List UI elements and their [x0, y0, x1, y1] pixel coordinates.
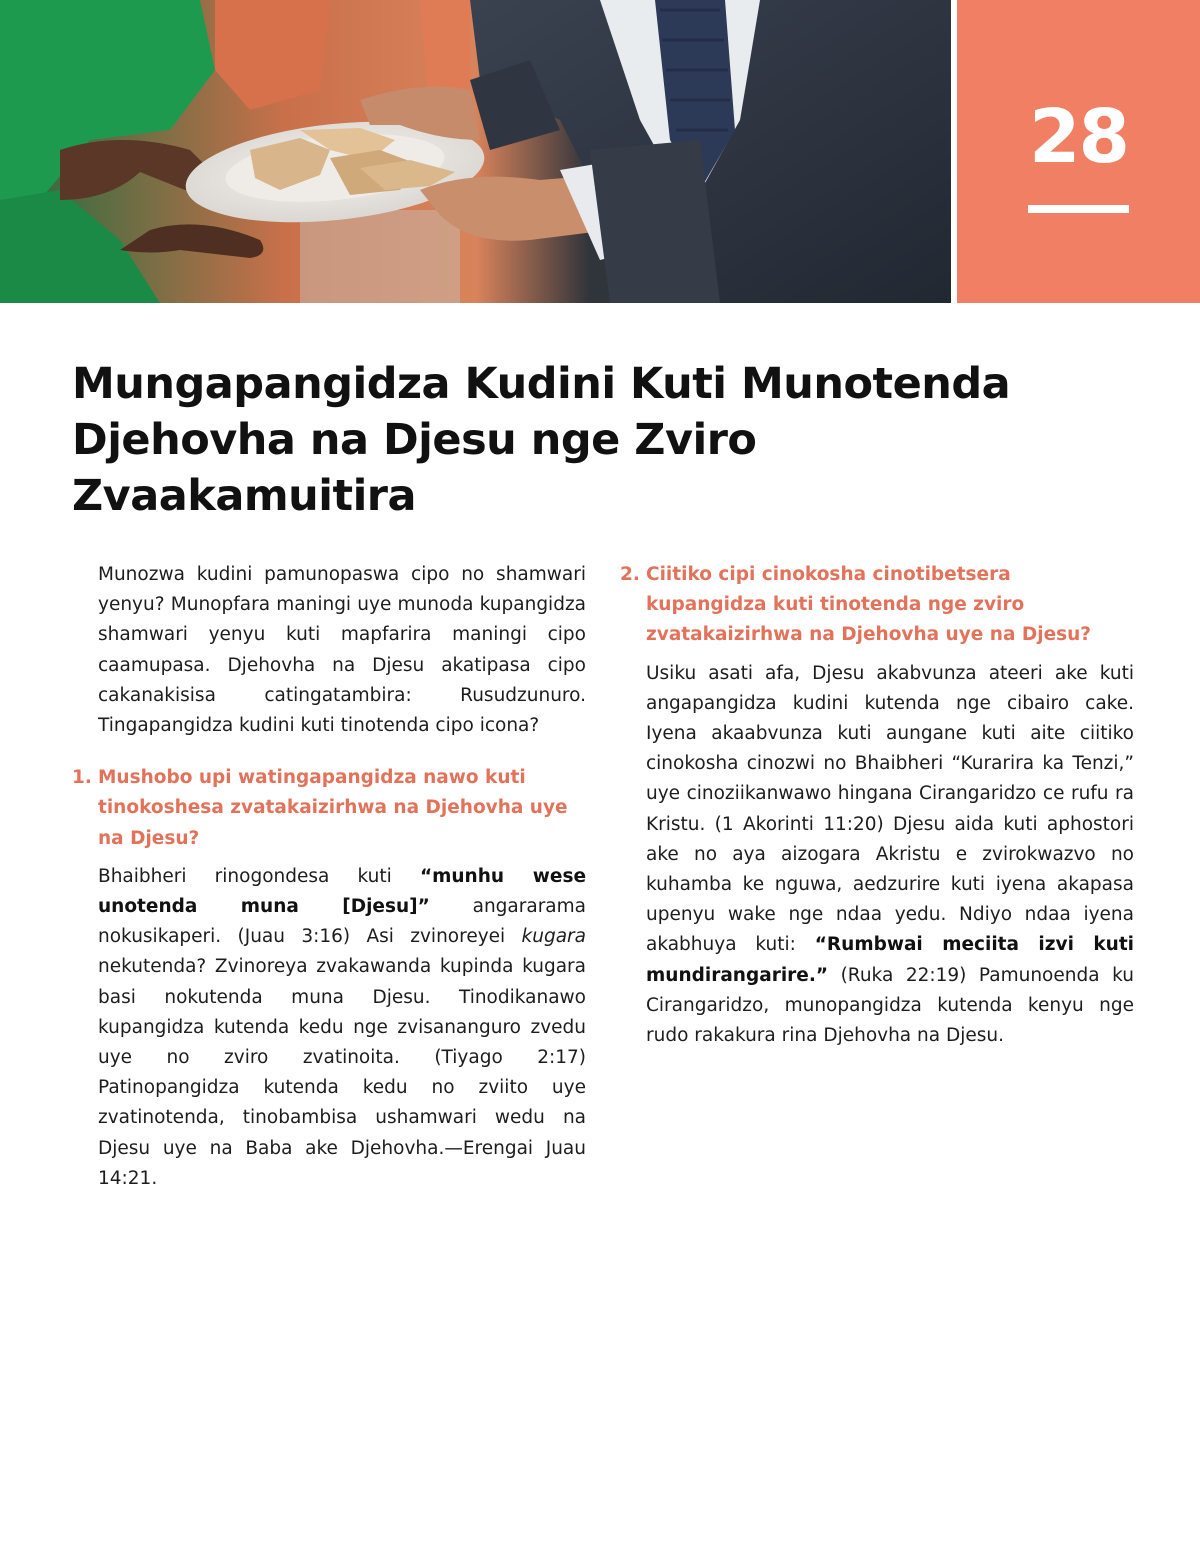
answer-2-text-a: Usiku asati afa, Djesu akabvunza ateeri ake kuti angapangidza kudini kutenda nge cibairo cake. Iyena akaabvunza kuti aungane kuti aite ciitiko cinokosha cinozwi no Bhaibheri “Kurarira ka Tenzi,” uye cinoziikanwawo hingana Cirangaridzo ce rufu ra Kristu. (1 Akorinti 11:20) Djesu aida kuti aphostori ake no aya aizogara Akristu e zvirokwazvo no kuhamba ke nguwa, aedzurire kuti iyena akapasa upenyu wake nge ndaa yedu. Ndiyo ndaa iyena akabhuya kuti:	[646, 662, 1134, 956]
page-title: Mungapangidza Kudini Kuti Munotenda Djehovha na Djesu nge Zviro Zvaakamuitira	[72, 359, 1011, 521]
answer-2-bold-quote: “Rumbwai meciita izvi kuti mundirangarire.”	[646, 934, 1135, 986]
answer-1-text-b: angararama nokusikaperi. (Juau 3:16) Asi zvinoreyei	[98, 896, 586, 948]
answer-1-italic: kugara	[521, 926, 586, 948]
badge-underline	[1028, 205, 1129, 213]
right-column	[620, 560, 1135, 1051]
question-1-number: 1.	[72, 767, 92, 789]
answer-1-paragraph	[98, 862, 586, 1194]
question-2-text: Ciitiko cipi cinokosha cinotibetsera kupangidza kuti tinotenda nge zviro zvatakaizirhwa na Djehovha uye na Djesu?	[646, 564, 1092, 646]
left-column	[72, 560, 586, 1194]
lesson-number-badge	[957, 0, 1200, 303]
question-1-text: Mushobo upi watingapangidza nawo kuti tinokoshesa zvatakaizirhwa na Djehovha uye na Djesu?	[98, 767, 568, 849]
answer-2-text-b: (Ruka 22:19) Pamunoenda ku Cirangaridzo, munopangidza kutenda kenyu nge rudo rakakura rina Djehovha na Djesu.	[646, 964, 1134, 1047]
hands-passing-plate-of-bread-photo	[0, 0, 951, 303]
hero-photo	[0, 0, 951, 303]
question-1	[72, 763, 586, 854]
lesson-number: 28	[1029, 94, 1128, 180]
question-2-number: 2.	[620, 564, 640, 585]
answer-1-text-a: Bhaibheri rinogondesa kuti	[98, 865, 420, 887]
question-2	[620, 560, 1134, 651]
answer-1-bold-quote: “munhu wese unotenda muna [Djesu]”	[98, 865, 586, 918]
intro-paragraph: Munozwa kudini pamunopaswa cipo no shamwari yenyu? Munopfara maningi uye munoda kupangidza shamwari yenyu kuti mapfarira maningi cipo caamupasa. Djehovha na Djesu akatipasa cipo cakanakisisa catingatambira: Rusudzunuro. Tingapangidza kudini kuti tinotenda cipo icona?	[98, 564, 586, 737]
answer-1-text-c: nekutenda? Zvinoreya zvakawanda kupinda kugara basi nokutenda muna Djesu. Tinodikanawo kupangidza kutenda kedu nge zvisananguro zvedu uye no zviro zvatinoita. (Tiyago 2:17) Patinopangidza kutenda kedu no zviito uye zvatinotenda, tinobambisa ushamwari wedu na Djesu uye na Baba ake Djehovha.—Erengai Juau 14:21.	[98, 956, 586, 1189]
answer-2-paragraph	[646, 659, 1134, 1052]
